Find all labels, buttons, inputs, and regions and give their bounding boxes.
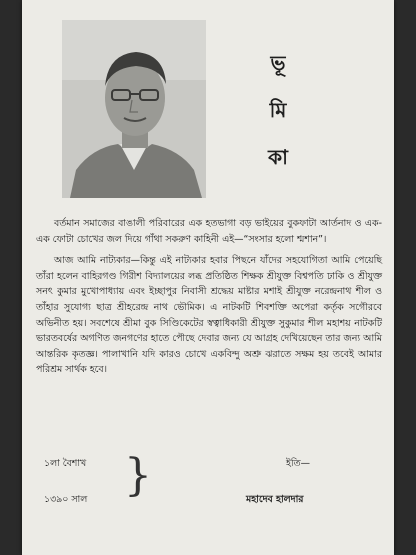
preface-body	[36, 216, 382, 384]
date-line-2: ১৩৯০ সাল	[44, 494, 88, 505]
closing-iti: ইতি—	[286, 458, 310, 469]
heading-char-2: মি	[269, 98, 287, 122]
author-portrait-photo	[62, 20, 206, 198]
preface-heading	[258, 40, 298, 181]
closing-block	[36, 452, 382, 532]
portrait-image	[62, 20, 206, 198]
brace-mark: }	[124, 450, 152, 501]
paragraph-2: আজ আমি নাট্যকার—কিন্তু এই নাট্যকার হবার পিছনে যাঁদের সহযোগিতা আমি পেয়েছি তাঁরা হলেন বাহিরগণ্ড গিরীশ বিদ্যালয়ের লব্ধ প্রতিষ্ঠিত শিক্ষক শ্রীযুক্ত বিশ্বপতি ঢাকি ও শ্রীযুক্ত সনৎ কুমার মুখোপাধ্যায় এবং ইচ্ছাপুর নিবাসী শ্রদ্ধেয় মাষ্টার মশাই শ্রীযুক্ত নরেন্দ্রনাথ শীল ও তাঁহার সুযোগ্য ছাত্র শ্রীহরেন্দ্র নাথ ভৌমিক। এ নাটকটি শিবশক্তি অপেরা কর্তৃক সগৌরবে অভিনীত হয়। সবশেষে শ্রীমা বুক সিণ্ডিকেটের স্বত্বাধিকারী শ্রীযুক্ত সুকুমার শীল মহাশয় নাটকটি ভারতবর্ষের অগণিত জনগণের হাতে পৌছে দেবার জন্য যে আগ্রহ দেখিয়েছেন তার জন্য আমি আন্তরিক কৃতজ্ঞ। পালাখানি যদি কারও চোখে একবিন্দু অশ্রু ঝরাতে সক্ষম হয় তবেই আমার পরিশ্রম সার্থক হবে।	[36, 255, 382, 376]
author-name: মহাদেব হালদার	[246, 494, 304, 505]
heading-char-1: ভূ	[270, 51, 286, 75]
heading-char-3: কা	[268, 145, 288, 169]
book-page	[22, 0, 394, 555]
date-line-1: ১লা বৈশাখ	[44, 458, 87, 469]
paragraph-1: বর্তমান সমাজের বাঙালী পরিবারের এক হতভাগা বড় ভাইয়ের বুকফাটা আর্তনাদ ও এক-এক ফোটা চোখের জল দিয়ে গাঁথা সকরুণ কাহিনী এই—“সংসার হলো শ্মশান”।	[36, 218, 382, 245]
